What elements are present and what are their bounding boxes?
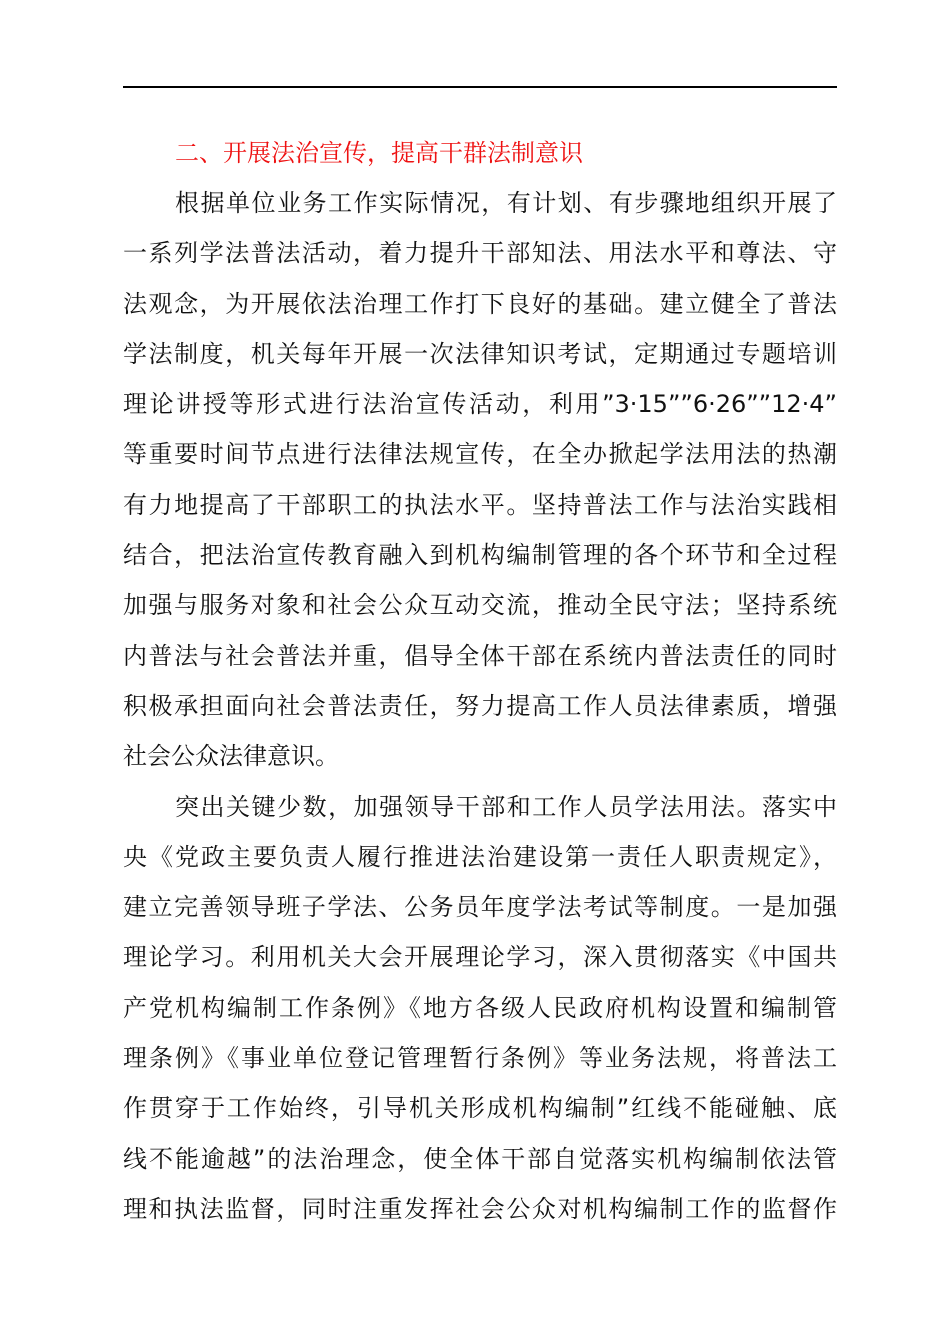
paragraph-line: 央《党政主要负责人履行推进法治建设第一责任人职责规定》， xyxy=(123,842,837,871)
paragraph-line: 社会公众法律意识。 xyxy=(123,742,339,771)
paragraph-line: 建立完善领导班子学法、公务员年度学法考试等制度。一是加强 xyxy=(123,893,837,922)
paragraph-line: 积极承担面向社会普法责任，努力提高工作人员法律素质，增强 xyxy=(123,691,837,720)
paragraph-line: 等重要时间节点进行法律法规宣传，在全办掀起学法用法的热潮 xyxy=(123,440,837,469)
paragraph-line: 理和执法监督，同时注重发挥社会公众对机构编制工作的监督作 xyxy=(123,1194,837,1223)
paragraph-line: 理论学习。利用机关大会开展理论学习，深入贯彻落实《中国共 xyxy=(123,943,837,972)
paragraph-line: 加强与服务对象和社会公众互动交流，推动全民守法；坚持系统 xyxy=(123,591,837,620)
document-body xyxy=(123,128,837,1234)
section-heading: 二、开展法治宣传，提高干群法制意识 xyxy=(175,139,583,167)
paragraph-line: 有力地提高了干部职工的执法水平。坚持普法工作与法治实践相 xyxy=(123,490,837,519)
paragraph-line: 理论讲授等形式进行法治宣传活动，利用”3·15””6·26””12·4” xyxy=(123,390,837,419)
paragraph-2 xyxy=(123,782,837,1235)
paragraph-line: 学法制度，机关每年开展一次法律知识考试，定期通过专题培训 xyxy=(123,339,837,368)
paragraph-line: 突出关键少数，加强领导干部和工作人员学法用法。落实中 xyxy=(175,792,837,821)
paragraph-line: 作贯穿于工作始终，引导机关形成机构编制”红线不能碰触、底 xyxy=(123,1094,837,1123)
paragraph-line: 产党机构编制工作条例》《地方各级人民政府机构设置和编制管 xyxy=(123,993,837,1022)
paragraph-line: 一系列学法普法活动，着力提升干部知法、用法水平和尊法、守 xyxy=(123,239,837,268)
header-rule xyxy=(123,86,837,88)
paragraph-line: 结合，把法治宣传教育融入到机构编制管理的各个环节和全过程 xyxy=(123,541,837,570)
paragraph-line: 根据单位业务工作实际情况，有计划、有步骤地组织开展了 xyxy=(175,189,837,217)
paragraph-line: 内普法与社会普法并重，倡导全体干部在系统内普法责任的同时 xyxy=(123,641,837,670)
paragraph-line: 线不能逾越”的法治理念，使全体干部自觉落实机构编制依法管 xyxy=(123,1144,837,1173)
paragraph-line: 理条例》《事业单位登记管理暂行条例》等业务法规，将普法工 xyxy=(123,1044,837,1073)
paragraph-1 xyxy=(123,178,837,782)
paragraph-line: 法观念，为开展依法治理工作打下良好的基础。建立健全了普法 xyxy=(123,289,837,318)
